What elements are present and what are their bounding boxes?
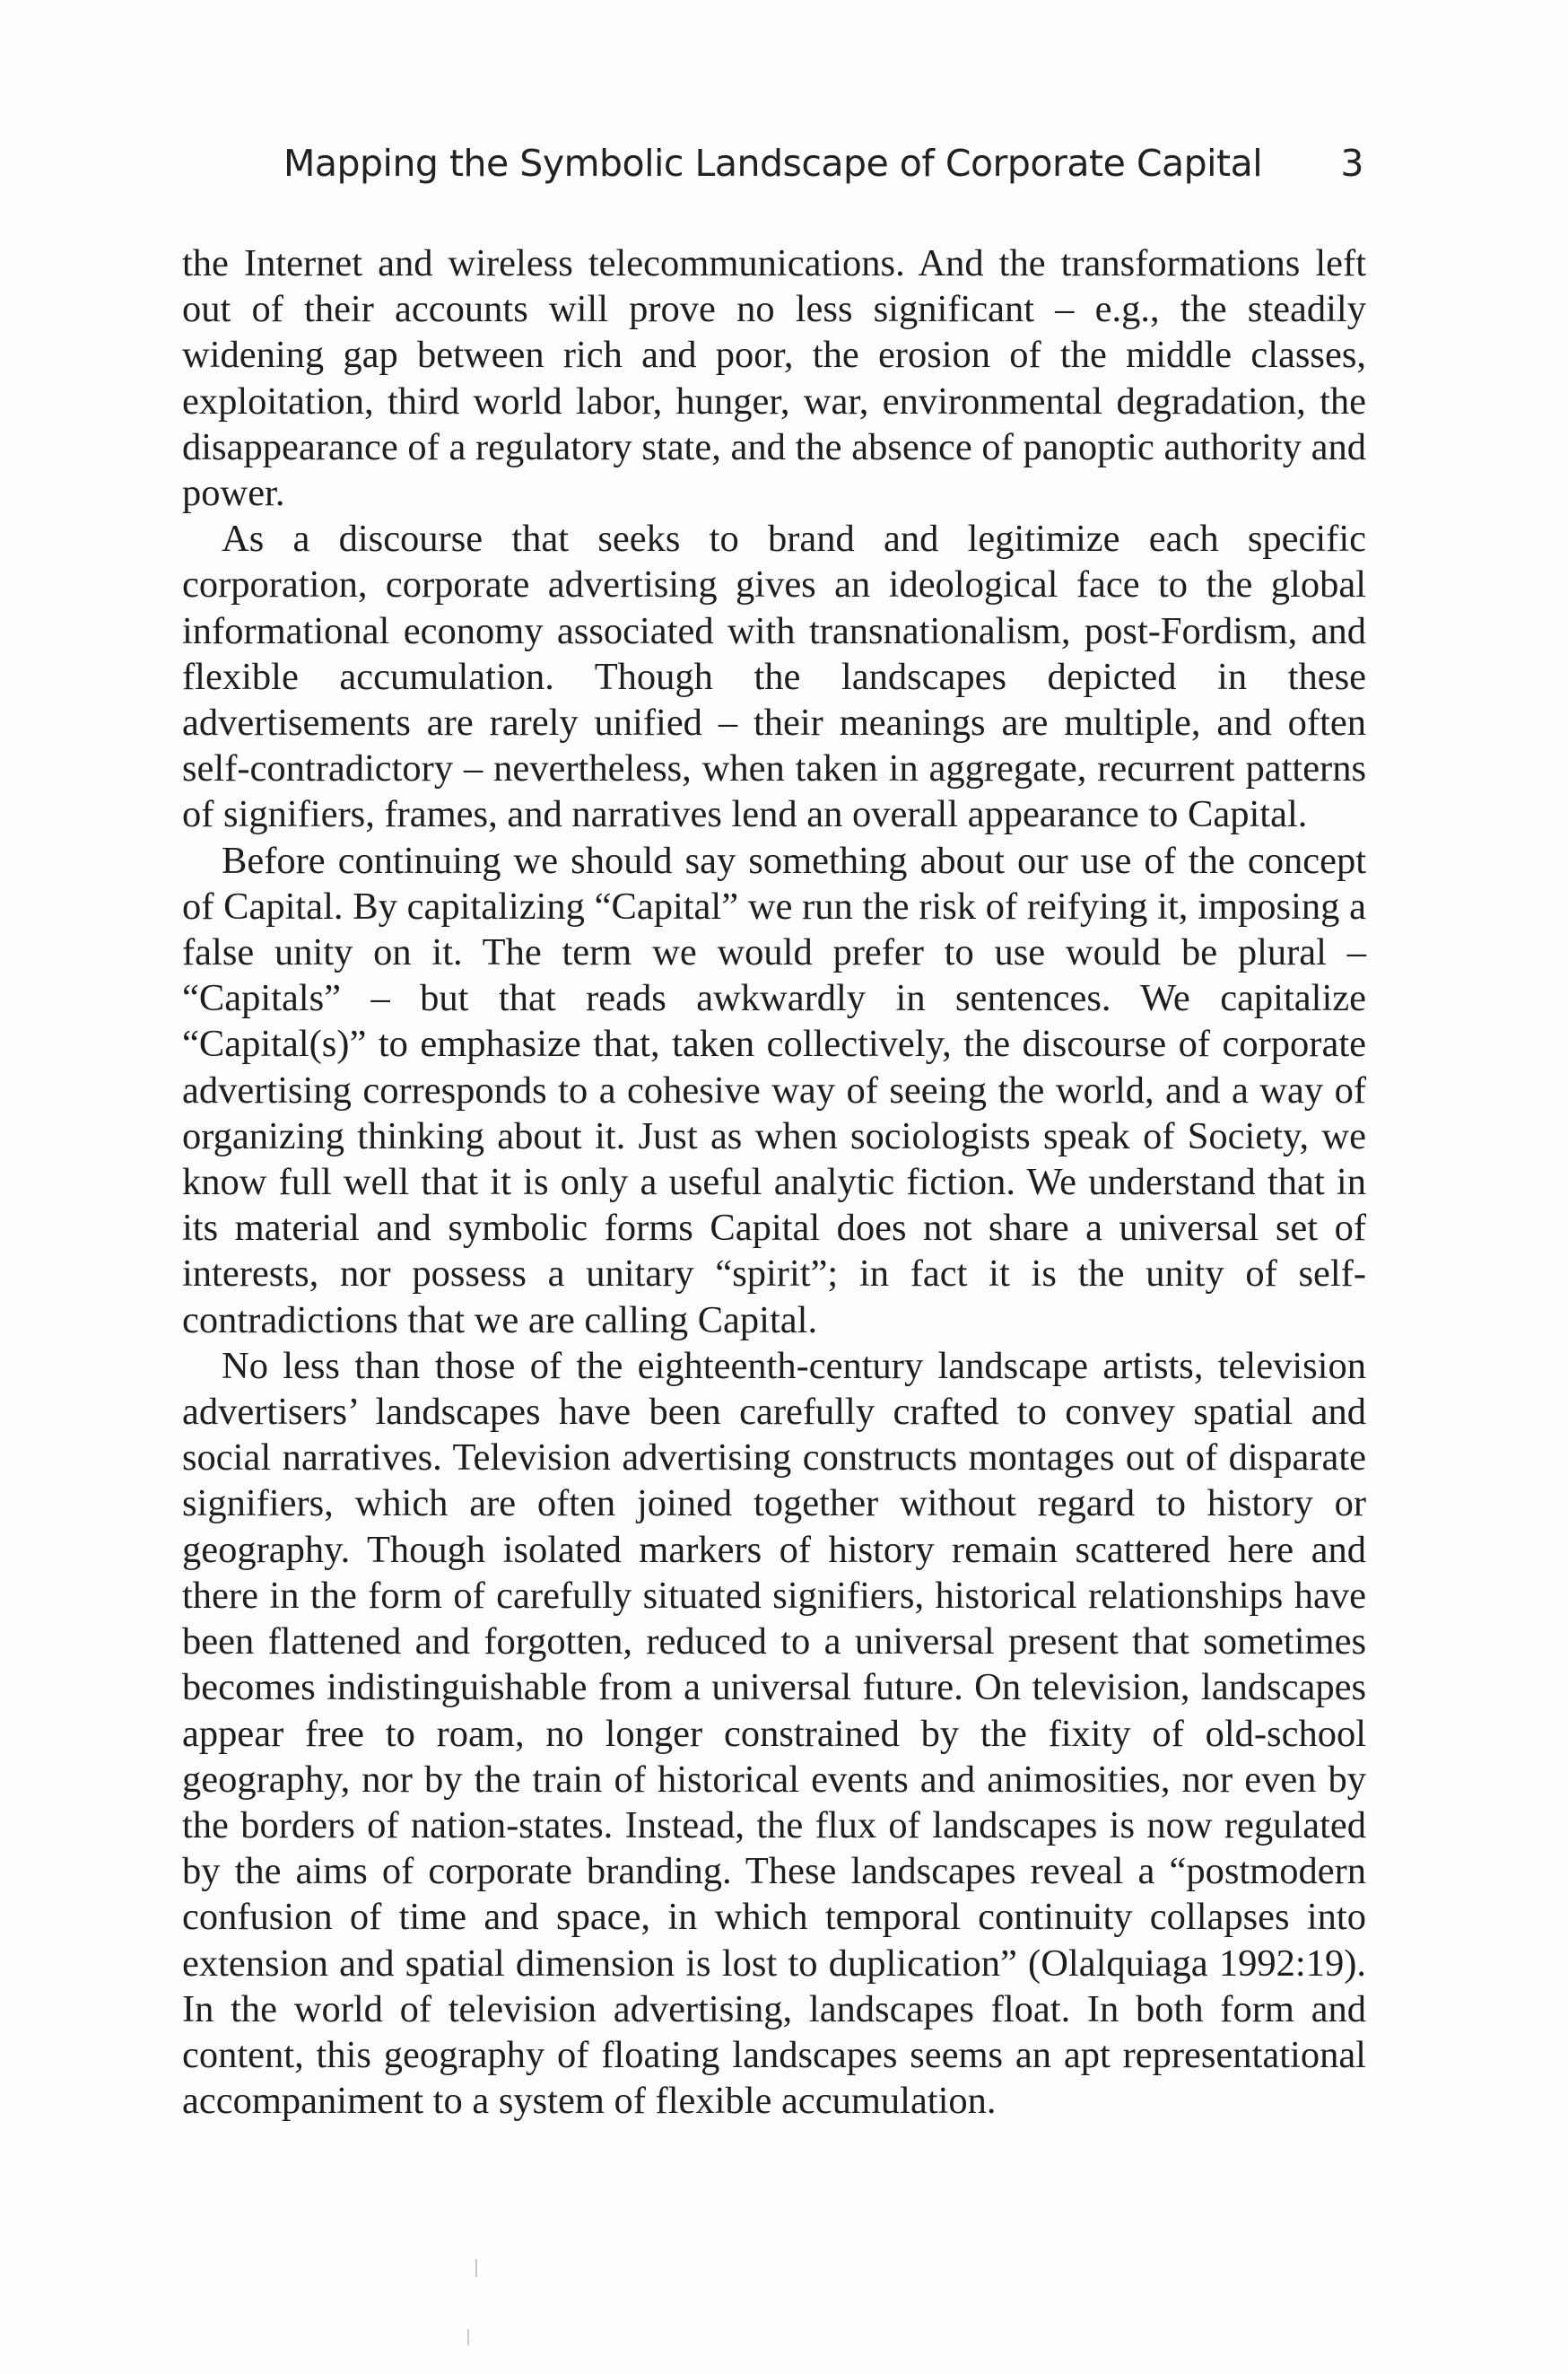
- scan-artifact-mark: [467, 2329, 469, 2345]
- page-number: 3: [1340, 142, 1363, 185]
- paragraph-3: Before continuing we should say something about our use of the concept of Capital. By capitalizing “Capital” we run the risk of reifying it, imposing a false unity on it. The term we would prefer to use would be plural – “Capitals” – but that reads awkwardly in sentences. We capitalize “Capital(s)” to emphasize that, taken collectively, the discourse of corporate advertising corresponds to a cohesive way of seeing the world, and a way of organizing thinking about it. Just as when sociologists speak of Society, we know full well that it is only a useful analytic fiction. We understand that in its material and symbolic forms Capital does not share a universal set of interests, nor possess a unitary “spirit”; in fact it is the unity of self-contradictions that we are calling Capital.: [182, 839, 1366, 1341]
- paragraph-1: the Internet and wireless telecommunications. And the transformations left out of their accounts will prove no less significant – e.g., the steadily widening gap between rich and poor, the erosion of the middle classes, exploitation, third world labor, hunger, war, environmental degradation, the disappearance of a regulatory state, and the absence of panoptic authority and power.: [182, 242, 1366, 515]
- scan-artifact-mark: [475, 2259, 477, 2277]
- running-head: [283, 142, 1363, 196]
- paragraph-4: No less than those of the eighteenth-century landscape artists, television advertisers’ landscapes have been carefully crafted to convey spatial and social narratives. Television advertising constructs montages out of disparate signifiers, which are often joined together without regard to history or geography. Though isolated markers of history remain scattered here and there in the form of carefully situated signifiers, historical relationships have been flattened and forgotten, reduced to a universal present that sometimes becomes indistinguishable from a universal future. On television, landscapes appear free to roam, no longer constrained by the fixity of old-school geography, nor by the train of historical events and animosities, nor even by the borders of nation-states. Instead, the flux of landscapes is now regulated by the aims of corporate branding. These landscapes reveal a “postmodern confusion of time and space, in which temporal continuity collapses into extension and spatial dimension is lost to duplication” (Olalquiaga 1992:19). In the world of television advertising, landscapes float. In both form and content, this geography of floating landscapes seems an apt representational accompaniment to a system of flexible accumulation.: [182, 1344, 1366, 2123]
- paragraph-2: As a discourse that seeks to brand and legitimize each specific corporation, corporate advertising gives an ideological face to the global informational economy associated with transnationalism, post-Fordism, and flexible accumulation. Though the landscapes depicted in these advertisements are rarely unified – their meanings are multiple, and often self-contradictory – nevertheless, when taken in aggregate, recurrent patterns of signifiers, frames, and narratives lend an overall appearance to Capital.: [182, 518, 1366, 836]
- body-text: [182, 240, 1366, 2124]
- running-title: Mapping the Symbolic Landscape of Corporate Capital: [283, 142, 1263, 185]
